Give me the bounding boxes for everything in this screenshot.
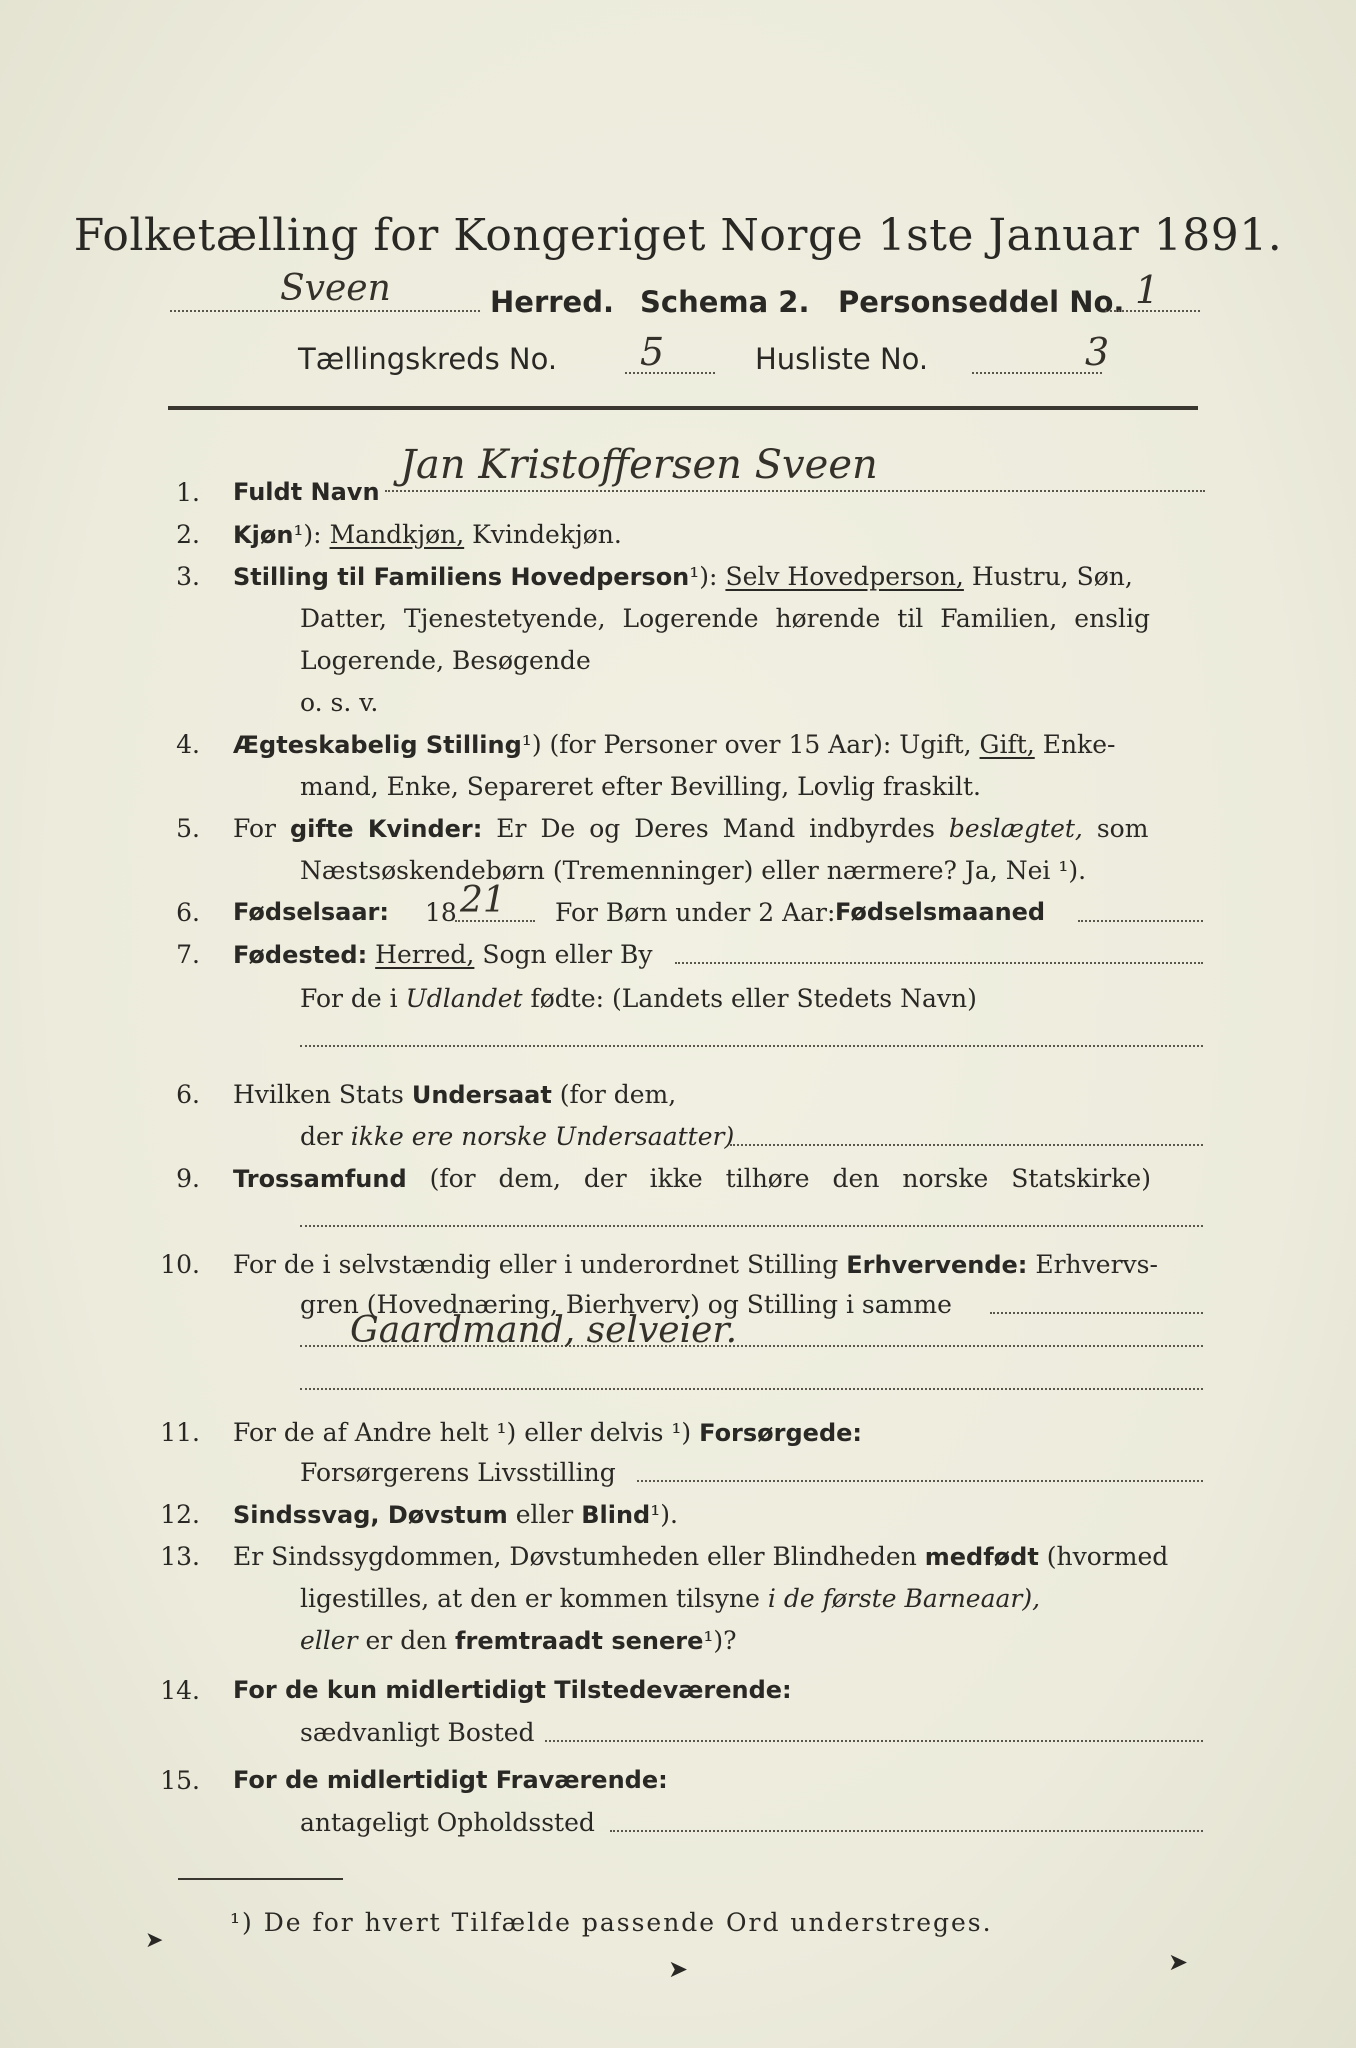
kreds-label: Tællingskreds No. xyxy=(298,342,558,376)
congenital-line-2-pre: ligestilles, at den er kommen tilsyne xyxy=(300,1584,760,1613)
congenital-line-3 xyxy=(300,1626,737,1655)
kreds-value[interactable]: 5 xyxy=(640,330,665,374)
birth-month-line[interactable] xyxy=(1078,920,1203,922)
congenital-line-3-label: fremtraadt senere xyxy=(455,1627,704,1655)
whereabouts-label: antageligt Opholdssted xyxy=(300,1808,595,1837)
congenital-row xyxy=(233,1542,1168,1571)
birthplace-foreign-italic: Udlandet xyxy=(405,984,523,1013)
mark-arrow-left: ➤ xyxy=(145,1928,164,1953)
disability-label: Sindssvag, Døvstum xyxy=(233,1501,508,1529)
usual-residence-line[interactable] xyxy=(545,1740,1203,1742)
occupation-line-c[interactable] xyxy=(300,1388,1203,1390)
herred-line xyxy=(170,310,480,312)
occupation-line-2: gren (Hovednæring, Bierhverv) og Stilling i samme xyxy=(300,1290,952,1319)
marital-selected-option[interactable]: Gift, xyxy=(979,730,1035,759)
congenital-line-2-italic: i de første Barneaar), xyxy=(767,1584,1041,1613)
sex-female-option[interactable]: Kvindekjøn. xyxy=(472,520,622,549)
religion-label: Trossamfund xyxy=(233,1165,407,1193)
married-women-italic: beslægtet, xyxy=(948,814,1083,843)
occupation-row xyxy=(233,1250,1158,1279)
full-name-value[interactable]: Jan Kristoffersen Sveen xyxy=(400,442,878,488)
supported-label: Forsørgede: xyxy=(699,1419,863,1447)
birthplace-selected-option[interactable]: Herred, xyxy=(375,940,475,969)
item-number: 12. xyxy=(160,1500,200,1529)
congenital-line-2 xyxy=(300,1584,1040,1613)
marital-pre: ¹) (for Personer over 15 Aar): Ugift, xyxy=(521,730,972,759)
header-rule xyxy=(168,406,1198,410)
congenital-pre: Er Sindssygdommen, Døvstumheden eller Blindheden xyxy=(233,1542,917,1571)
item-number: 9. xyxy=(176,1164,200,1193)
item-number: 1. xyxy=(176,478,200,507)
congenital-post: (hvormed xyxy=(1046,1542,1169,1571)
congenital-label: medfødt xyxy=(924,1543,1039,1571)
kreds-line xyxy=(625,372,715,374)
mark-arrow-right: ➤ xyxy=(1168,1948,1189,1976)
birth-year-prefix: 18 xyxy=(425,898,457,927)
herred-label: Herred. xyxy=(490,285,614,319)
relation-label: Stilling til Familiens Hovedperson xyxy=(233,563,690,591)
supported-row xyxy=(233,1418,862,1447)
supporter-label: Forsørgerens Livsstilling xyxy=(300,1458,616,1487)
whereabouts-line[interactable] xyxy=(610,1830,1203,1832)
disability-row xyxy=(233,1500,678,1529)
item-number: 6. xyxy=(176,898,200,927)
occupation-post: Erhvervs- xyxy=(1035,1250,1158,1279)
birthplace-row xyxy=(233,940,653,969)
relation-selected-option[interactable]: Selv Hovedperson, xyxy=(725,562,964,591)
birthplace-line[interactable] xyxy=(675,962,1203,964)
birthplace-rest: Sogn eller By xyxy=(482,940,653,969)
item-number: 14. xyxy=(160,1676,200,1705)
religion-rest: (for dem, der ikke tilhøre den norske Statskirke) xyxy=(429,1164,1151,1193)
sex-row xyxy=(233,520,622,549)
form-title: Folketælling for Kongeriget Norge 1ste Januar 1891. xyxy=(73,210,1283,261)
married-women-line-2: Næstsøskendebørn (Tremenninger) eller nærmere? Ja, Nei ¹). xyxy=(300,856,1087,885)
birthplace-label: Fødested: xyxy=(233,941,368,969)
supported-pre: For de af Andre helt ¹) eller delvis ¹) xyxy=(233,1418,692,1447)
temporary-present-label: For de kun midlertidigt Tilstedeværende: xyxy=(233,1676,792,1704)
mark-arrow-center: ➤ xyxy=(668,1955,689,1983)
occupation-line-a xyxy=(990,1312,1203,1314)
birth-year-label: Fødselsaar: xyxy=(233,898,389,926)
relation-line-4: o. s. v. xyxy=(300,688,379,717)
disability-mid: eller xyxy=(515,1500,574,1529)
item-number: 4. xyxy=(176,730,200,759)
full-name-label: Fuldt Navn xyxy=(233,478,380,506)
sex-label: Kjøn xyxy=(233,521,294,549)
marital-post: Enke- xyxy=(1042,730,1116,759)
full-name-line xyxy=(385,490,1205,492)
occupation-label: Erhvervende: xyxy=(846,1251,1028,1279)
birthplace-foreign-row xyxy=(300,984,977,1013)
item-number: 7. xyxy=(176,940,200,969)
husliste-line xyxy=(972,372,1102,374)
married-women-label: gifte Kvinder: xyxy=(289,815,483,843)
citizenship-label: Undersaat xyxy=(411,1081,552,1109)
schema-label: Schema 2. xyxy=(640,285,810,319)
item-number: 2. xyxy=(176,520,200,549)
relation-line-3: Logerende, Besøgende xyxy=(300,646,591,675)
item-number: 3. xyxy=(176,562,200,591)
citizenship-pre: Hvilken Stats xyxy=(233,1080,404,1109)
personseddel-value[interactable]: 1 xyxy=(1135,268,1160,312)
citizenship-line-2-pre: der xyxy=(300,1122,343,1151)
item-number: 13. xyxy=(160,1542,200,1571)
married-women-row xyxy=(233,814,1148,843)
married-women-pre: For xyxy=(233,814,276,843)
married-women-post: som xyxy=(1096,814,1149,843)
birthplace-foreign-pre: For de i xyxy=(300,984,398,1013)
congenital-line-3-pre: er den xyxy=(365,1626,448,1655)
birth-month-pre: For Børn under 2 Aar: xyxy=(555,898,836,927)
item-number: 5. xyxy=(176,814,200,843)
citizenship-line-2-italic: ikke ere norske Undersaatter) xyxy=(350,1122,735,1151)
footnote-rule xyxy=(178,1878,343,1880)
relation-row xyxy=(233,562,1133,591)
relation-line-2: Datter, Tjenestetyende, Logerende hørende til Familien, enslig xyxy=(300,604,1151,633)
husliste-label: Husliste No. xyxy=(755,342,929,376)
item-number: 11. xyxy=(160,1418,200,1447)
citizenship-line-2 xyxy=(300,1122,734,1151)
disability-blind-label: Blind xyxy=(581,1501,651,1529)
supporter-line[interactable] xyxy=(637,1480,1203,1482)
marital-label: Ægteskabelig Stilling xyxy=(233,731,522,759)
congenital-line-3-italic: eller xyxy=(300,1626,358,1655)
occupation-value[interactable]: Gaardmand, selveier. xyxy=(350,1310,738,1351)
birthplace-foreign-line[interactable] xyxy=(300,1045,1203,1047)
disability-post: ¹). xyxy=(650,1500,678,1529)
citizenship-post: (for dem, xyxy=(559,1080,677,1109)
usual-residence-label: sædvanligt Bosted xyxy=(300,1718,535,1747)
relation-options-rest: Hustru, Søn, xyxy=(971,562,1133,591)
item-number: 10. xyxy=(160,1250,200,1279)
religion-row xyxy=(233,1164,1151,1193)
congenital-line-3-post: ¹)? xyxy=(703,1626,737,1655)
citizenship-row xyxy=(233,1080,676,1109)
item-number: 6. xyxy=(176,1080,200,1109)
birth-year-value[interactable]: 21 xyxy=(460,880,506,921)
sex-note: ¹): xyxy=(293,520,322,549)
birthplace-foreign-post: fødte: (Landets eller Stedets Navn) xyxy=(530,984,977,1013)
married-women-mid: Er De og Deres Mand indbyrdes xyxy=(496,814,935,843)
relation-note: ¹): xyxy=(689,562,718,591)
herred-value[interactable]: Sveen xyxy=(280,268,391,309)
occupation-pre: For de i selvstændig eller i underordnet Stilling xyxy=(233,1250,839,1279)
personseddel-label: Personseddel No. xyxy=(838,285,1125,319)
religion-line[interactable] xyxy=(300,1225,1203,1227)
temporary-absent-label: For de midlertidigt Fraværende: xyxy=(233,1766,668,1794)
item-number: 15. xyxy=(160,1766,200,1795)
birth-month-label: Fødselsmaaned xyxy=(835,898,1046,926)
sex-male-option[interactable]: Mandkjøn, xyxy=(329,520,465,549)
marital-line-2: mand, Enke, Separeret efter Bevilling, Lovlig fraskilt. xyxy=(300,772,981,801)
husliste-value[interactable]: 3 xyxy=(1085,330,1110,374)
citizenship-line[interactable] xyxy=(730,1144,1203,1146)
marital-row xyxy=(233,730,1115,759)
footnote: ¹) De for hvert Tilfælde passende Ord understreges. xyxy=(230,1908,993,1937)
